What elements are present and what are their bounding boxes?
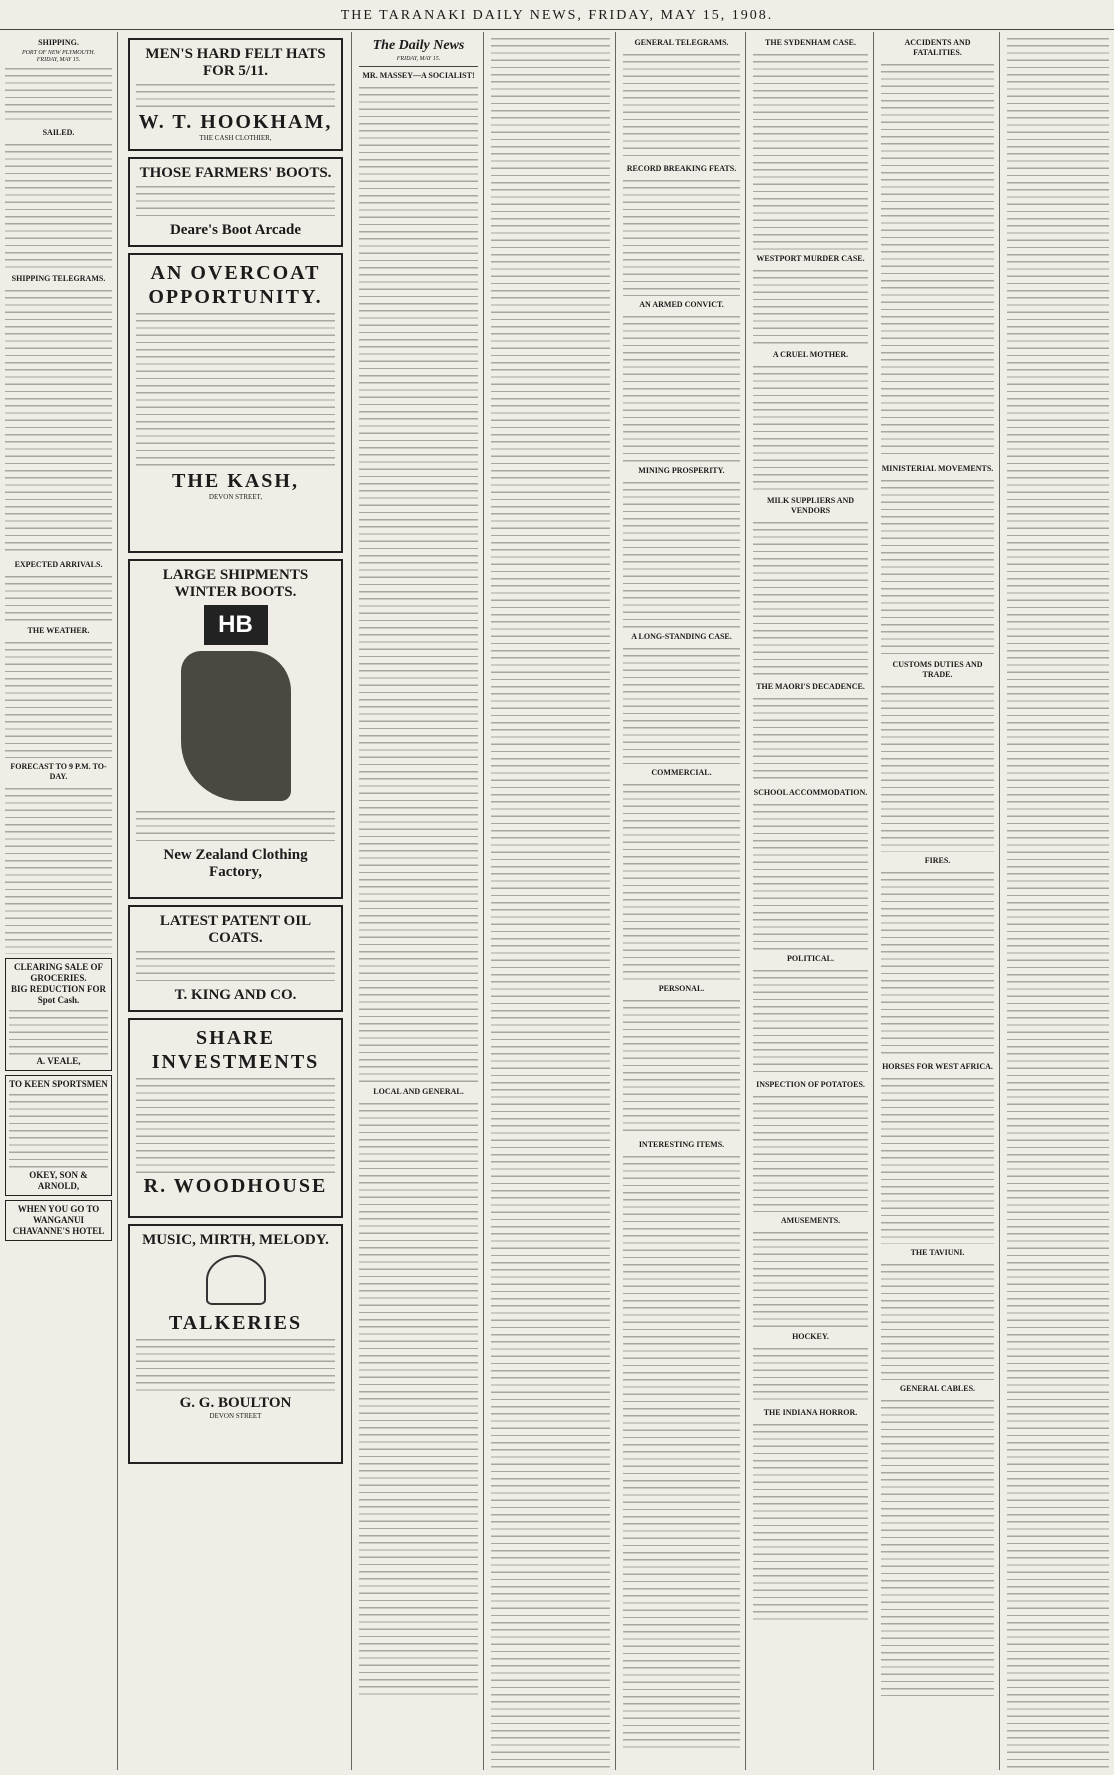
advert-groceries xyxy=(5,958,112,1071)
text-block xyxy=(359,83,478,1083)
text-block xyxy=(136,309,335,469)
text-block xyxy=(5,638,112,758)
hb-logo: HB xyxy=(204,605,268,645)
section-heading: ACCIDENTS AND FATALITIES. xyxy=(904,38,971,57)
text-block xyxy=(753,50,868,250)
text-block xyxy=(753,1092,868,1212)
advert-wanganui xyxy=(5,1200,112,1241)
advert-name: W. T. HOOKHAM, xyxy=(138,111,333,133)
advert-name: T. KING AND CO. xyxy=(174,987,297,1003)
text-block xyxy=(753,518,868,678)
advert-subtitle: TALKERIES xyxy=(168,1312,303,1334)
text-block xyxy=(753,694,868,784)
advert-street: DEVON STREET xyxy=(209,1412,262,1420)
text-block xyxy=(881,476,994,656)
text-block xyxy=(753,1344,868,1404)
text-block xyxy=(359,1099,478,1699)
advert-sportsmen xyxy=(5,1075,112,1196)
advert-title: MUSIC, MIRTH, MELODY. xyxy=(142,1232,329,1248)
text-block xyxy=(491,34,610,1768)
advert-oil-coats xyxy=(128,905,343,1012)
date-line: FRIDAY, MAY 15. xyxy=(36,57,81,64)
column-telegrams xyxy=(618,32,746,1770)
text-block xyxy=(5,286,112,556)
section-heading: FIRES. xyxy=(924,856,951,865)
text-block xyxy=(881,1396,994,1696)
section-heading: CUSTOMS DUTIES AND TRADE. xyxy=(892,660,983,679)
advert-name: G. G. BOULTON xyxy=(179,1395,292,1411)
text-block xyxy=(623,176,740,296)
text-block xyxy=(5,572,112,622)
section-heading: HOCKEY. xyxy=(792,1332,829,1341)
gramophone-icon xyxy=(206,1255,266,1305)
section-heading: SAILED. xyxy=(42,128,75,138)
column-edge xyxy=(1002,32,1114,1770)
divider xyxy=(359,66,478,67)
column-news xyxy=(748,32,874,1770)
section-heading: THE INDIANA HORROR. xyxy=(763,1408,858,1417)
advert-title: LATEST PATENT OIL COATS. xyxy=(159,913,312,946)
section-heading: MINISTERIAL MOVEMENTS. xyxy=(881,464,994,473)
date-line: FRIDAY, MAY 15. xyxy=(396,56,441,62)
section-heading: A LONG-STANDING CASE. xyxy=(631,632,732,641)
section-heading: HORSES FOR WEST AFRICA. xyxy=(882,1062,993,1071)
text-block xyxy=(136,80,335,110)
text-block xyxy=(881,868,994,1058)
advert-name: OKEY, SON & ARNOLD, xyxy=(29,1170,88,1192)
advert-investments xyxy=(128,1018,343,1218)
text-block xyxy=(623,996,740,1136)
column-text xyxy=(486,32,616,1770)
editorial-masthead: The Daily News xyxy=(372,38,465,53)
text-block xyxy=(136,1335,335,1395)
text-block xyxy=(136,807,335,847)
text-block xyxy=(753,800,868,950)
section-heading: WESTPORT MURDER CASE. xyxy=(756,254,865,263)
text-block xyxy=(5,64,112,124)
section-heading: A CRUEL MOTHER. xyxy=(772,350,849,359)
advert-name: A. VEALE, xyxy=(36,1056,81,1067)
advert-title: SHARE INVESTMENTS xyxy=(151,1027,320,1073)
advert-title: AN OVERCOAT OPPORTUNITY. xyxy=(148,262,323,308)
advert-hats xyxy=(128,38,343,151)
text-block xyxy=(623,312,740,462)
boot-illustration-icon xyxy=(181,651,291,801)
section-heading: THE SYDENHAM CASE. xyxy=(765,38,856,47)
text-block xyxy=(753,1420,868,1620)
newspaper-masthead: THE TARANAKI DAILY NEWS, FRIDAY, MAY 15, 1908. xyxy=(0,0,1114,30)
text-block xyxy=(753,266,868,346)
advert-hotel: CHAVANNE'S HOTEL xyxy=(12,1226,105,1237)
advert-title: LARGE SHIPMENTS WINTER BOOTS. xyxy=(162,567,309,600)
advert-boots xyxy=(128,157,343,247)
advert-title: CLEARING SALE OF GROCERIES. xyxy=(13,962,103,984)
text-block xyxy=(881,1074,994,1244)
text-block xyxy=(753,362,868,492)
text-block xyxy=(623,478,740,628)
section-heading: INTERESTING ITEMS. xyxy=(638,1140,725,1149)
advert-subtitle: DEVON STREET, xyxy=(208,493,263,501)
text-block xyxy=(881,1260,994,1380)
section-heading: AN ARMED CONVICT. xyxy=(639,300,724,309)
section-heading: GENERAL CABLES. xyxy=(899,1384,976,1393)
column-cables xyxy=(876,32,1000,1770)
advert-music xyxy=(128,1224,343,1464)
section-heading: SHIPPING TELEGRAMS. xyxy=(11,274,106,284)
section-heading: EXPECTED ARRIVALS. xyxy=(14,560,103,570)
section-heading: PERSONAL. xyxy=(658,984,705,993)
advert-title: THOSE FARMERS' BOOTS. xyxy=(139,165,332,181)
section-heading: INSPECTION OF POTATOES. xyxy=(756,1080,865,1089)
port-line: PORT OF NEW PLYMOUTH. xyxy=(21,50,96,56)
text-block xyxy=(623,780,740,980)
advert-title: TO KEEN SPORTSMEN xyxy=(9,1079,108,1090)
column-shipping xyxy=(0,32,118,1770)
advert-title: MEN'S HARD FELT HATS FOR 5/11. xyxy=(145,46,326,79)
section-heading: SCHOOL ACCOMMODATION. xyxy=(753,788,868,797)
section-heading: RECORD BREAKING FEATS. xyxy=(626,164,737,173)
advert-overcoat xyxy=(128,253,343,553)
column-editorial xyxy=(354,32,484,1770)
section-heading: LOCAL AND GENERAL. xyxy=(373,1087,464,1097)
text-block xyxy=(9,1090,108,1170)
text-block xyxy=(136,947,335,987)
text-block xyxy=(136,182,335,222)
section-heading: THE MAORI'S DECADENCE. xyxy=(756,682,865,691)
section-heading: COMMERCIAL. xyxy=(651,768,712,777)
text-block xyxy=(1007,34,1109,1768)
text-block xyxy=(623,1152,740,1752)
advert-name: R. WOODHOUSE xyxy=(143,1175,328,1197)
section-heading: THE TAVIUNI. xyxy=(910,1248,965,1257)
text-block xyxy=(136,1074,335,1174)
text-block xyxy=(881,60,994,460)
advert-subtitle: BIG REDUCTION FOR Spot Cash. xyxy=(10,984,106,1006)
text-block xyxy=(623,644,740,764)
section-heading: MINING PROSPERITY. xyxy=(638,466,725,475)
advert-subtitle: THE CASH CLOTHIER, xyxy=(199,134,272,142)
text-block xyxy=(881,682,994,852)
text-block xyxy=(5,784,112,954)
advert-name: New Zealand Clothing Factory, xyxy=(163,847,308,880)
section-heading: FORECAST TO 9 P.M. TO-DAY. xyxy=(10,762,107,782)
text-block xyxy=(5,140,112,270)
text-block xyxy=(753,966,868,1076)
section-heading: SHIPPING. xyxy=(38,38,79,47)
advert-name: THE KASH, xyxy=(172,470,299,492)
section-heading: MILK SUPPLIERS AND VENDORS xyxy=(766,496,855,515)
text-block xyxy=(623,50,740,160)
article-heading: MR. MASSEY—A SOCIALIST! xyxy=(362,71,475,81)
section-heading: AMUSEMENTS. xyxy=(780,1216,841,1225)
section-heading: POLITICAL. xyxy=(787,954,834,963)
advert-title: WHEN YOU GO TO WANGANUI xyxy=(17,1204,100,1226)
section-heading: THE WEATHER. xyxy=(27,626,90,636)
column-advertisements xyxy=(120,32,352,1770)
advert-shop: Deare's Boot Arcade xyxy=(169,222,302,238)
text-block xyxy=(753,1228,868,1328)
section-heading: GENERAL TELEGRAMS. xyxy=(634,38,729,47)
text-block xyxy=(9,1006,108,1056)
advert-winter-boots xyxy=(128,559,343,899)
